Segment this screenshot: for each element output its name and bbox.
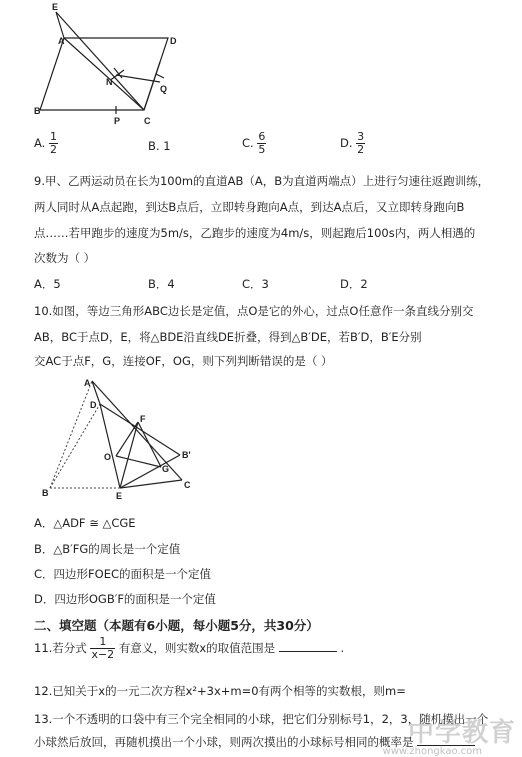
label2-A: A [84, 378, 91, 388]
label-D: D [170, 36, 177, 46]
label2-D: D [90, 400, 97, 410]
q8-option-c-fraction: $\frac{6}{5}$ [258, 130, 266, 156]
q8-option-d-fraction: $\frac{3}{2}$ [357, 130, 365, 156]
q9-option-d[interactable]: D．2 [340, 277, 368, 291]
q11-fraction: $\frac{1}{x-2}$ [91, 635, 115, 661]
label2-F: F [140, 414, 146, 424]
label2-Bprime: B' [182, 450, 191, 460]
q13-line-1: 13.一个不透明的口袋中有三个完全相同的小球，把它们分别标号1，2，3，随机摸出一个 [34, 712, 489, 726]
watermark-logo: 中学教育 [407, 718, 516, 748]
q10-option-a[interactable]: A．△ADF ≅ △CGE [34, 516, 136, 530]
figure-parallelogram [30, 0, 180, 125]
q9-line-1: 9.甲、乙两运动员在长为100m的直道AB（A，B为直道两端点）上进行匀速往返跑训练， [34, 174, 490, 188]
label2-E: E [116, 491, 123, 501]
q9-option-c[interactable]: C．3 [242, 277, 269, 291]
watermark-url: www.zhongkao.com [382, 746, 482, 757]
line-nq [116, 75, 160, 82]
q8-option-b[interactable]: B. 1 [148, 139, 171, 153]
label-P: P [114, 116, 121, 125]
dashed-ab [50, 381, 92, 488]
label2-C: C [184, 480, 191, 490]
q8-option-c[interactable]: C. $\frac{6}{5}$ [242, 130, 266, 156]
line-eb-prime [120, 455, 180, 488]
figure-triangle-fold [40, 376, 210, 501]
label-E: E [52, 2, 59, 12]
q9-option-b[interactable]: B．4 [148, 277, 175, 291]
line-og [116, 456, 161, 467]
line-ec [56, 12, 144, 110]
q8-option-d[interactable]: D. $\frac{3}{2}$ [340, 130, 365, 156]
q10-line-1: 10.如图，等边三角形ABC边长是定值，点O是它的外心，过点O任意作一条直线分别交 [34, 304, 474, 318]
q12: 12.已知关于x的一元二次方程x²+3x+m=0有两个相等的实数根，则m= [34, 684, 406, 698]
label-C: C [144, 116, 151, 125]
side-ec [120, 480, 182, 488]
fold-line-de [100, 404, 120, 488]
q10-option-d[interactable]: D．四边形OGB′F的面积是一个定值 [34, 592, 216, 606]
q10-option-b[interactable]: B．△B′FG的周长是一个定值 [34, 542, 181, 556]
label-Q: Q [160, 84, 168, 94]
q11: 11.若分式 $\frac{1}{x-2}$ 有意义，则实数x的取值范围是 . [34, 635, 345, 661]
q9-line-3: 点……若甲跑步的速度为5m/s，乙跑步的速度为4m/s，则起跑后100s内，两人相遇的 [34, 226, 476, 240]
q9-line-4: 次数为（ ） [34, 251, 96, 265]
q11-answer-blank[interactable] [279, 641, 337, 652]
section-fill-in-header: 二、填空题（本题有6小题，每小题5分，共30分） [34, 618, 319, 633]
label2-O: O [104, 452, 112, 462]
q10-line-2: AB，BC于点D，E，将△BDE沿直线DE折叠，得到△B′DE，若B′D，B′E分别 [34, 330, 422, 344]
label2-G: G [162, 464, 170, 474]
q8-option-a-fraction: $\frac{1}{2}$ [49, 130, 57, 156]
line-db-prime [100, 404, 180, 455]
label2-B: B [42, 488, 49, 498]
line-of [116, 422, 138, 456]
label-B: B [34, 106, 41, 116]
label-A: A [58, 36, 65, 46]
label-N: N [106, 77, 113, 87]
q13-line-2: 小球然后放回，再随机摸出一个小球，则两次摸出的小球标号相同的概率是 [34, 734, 475, 750]
q10-option-c[interactable]: C．四边形FOEC的面积是一个定值 [34, 567, 211, 581]
q9-option-a[interactable]: A．5 [34, 277, 61, 291]
q8-option-a[interactable]: A. $\frac{1}{2}$ [34, 130, 57, 156]
q10-line-3: 交AC于点F，G，连接OF，OG，则下列判断错误的是（ ） [34, 354, 333, 368]
q9-line-2: 两人同时从A点起跑，到达B点后，立即转身跑向A点，到达A点后，又立即转身跑向B [34, 200, 465, 214]
